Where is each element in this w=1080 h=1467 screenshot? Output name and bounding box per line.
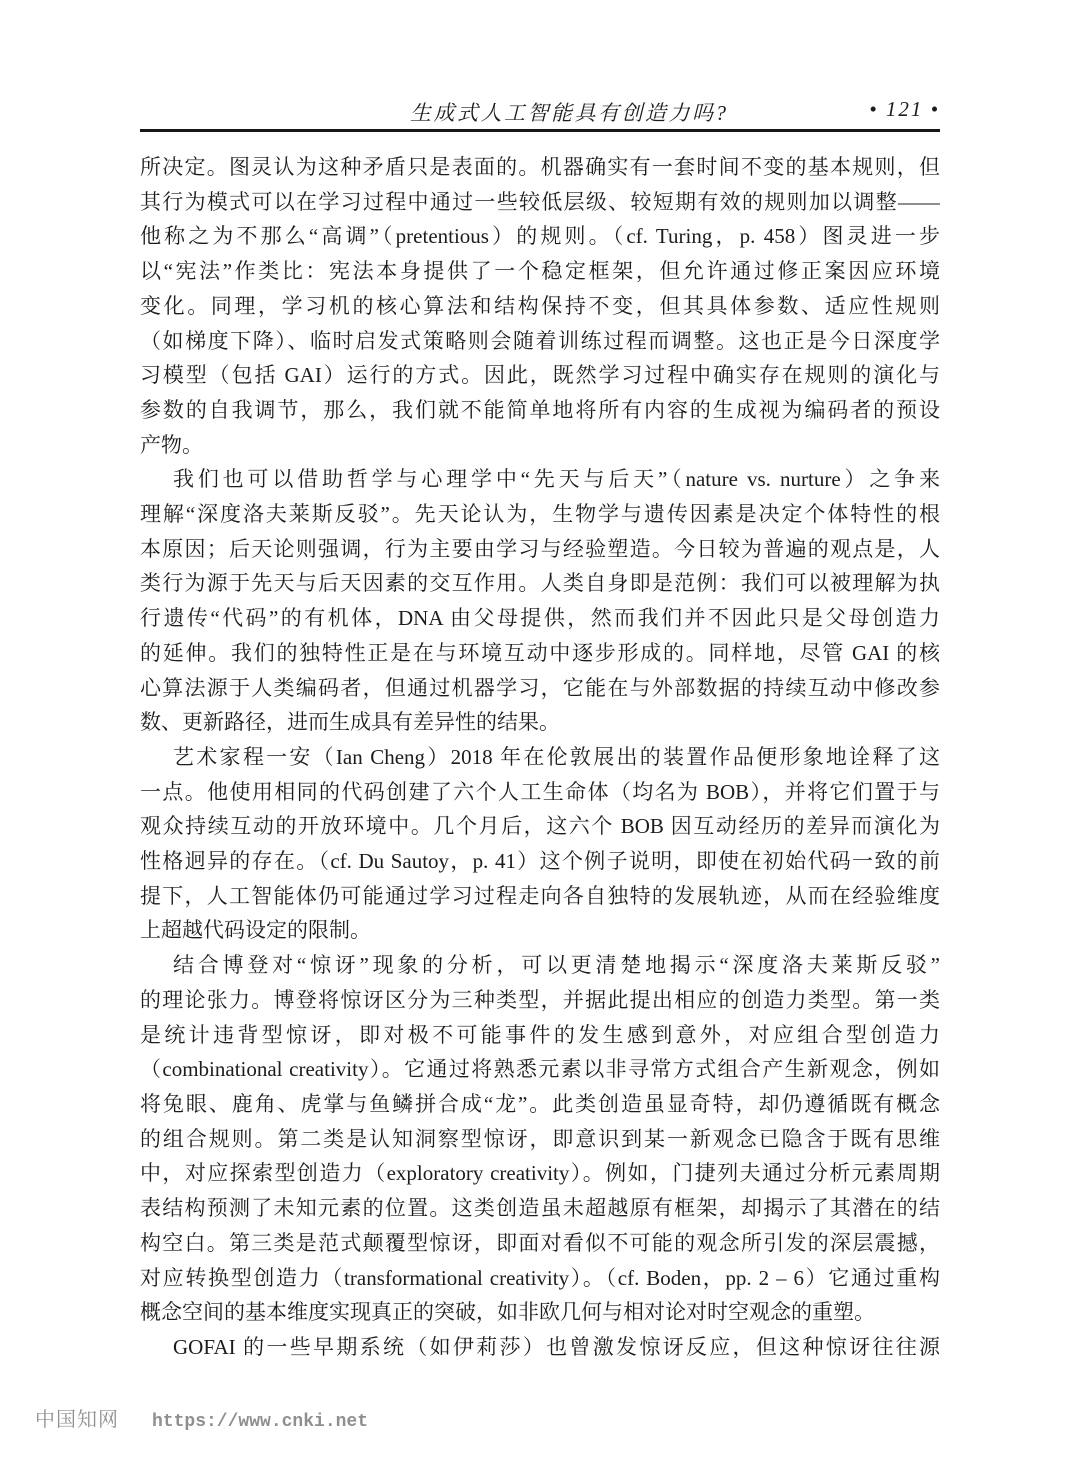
text-line: 表结构预测了未知元素的位置。这类创造虽未超越原有框架，却揭示了其潜在的结 bbox=[140, 1196, 940, 1221]
page-number: • 121 • bbox=[869, 97, 940, 121]
text-line: 结合博登对“惊讶”现象的分析，可以更清楚地揭示“深度洛夫莱斯反驳” bbox=[173, 953, 940, 978]
text-line: 性格迥异的存在。（cf. Du Sautoy，p. 41）这个例子说明，即使在初始代码一致的前 bbox=[140, 849, 940, 874]
text-line: 的延伸。我们的独特性正是在与环境互动中逐步形成的。同样地，尽管 GAI 的核 bbox=[140, 640, 940, 665]
text-line: 数、更新路径，进而生成具有差异性的结果。 bbox=[140, 710, 560, 735]
page-footer bbox=[35, 1403, 368, 1432]
text-line: 是统计违背型惊讶，即对极不可能事件的发生感到意外，对应组合型创造力 bbox=[140, 1022, 940, 1047]
text-line: 的理论张力。博登将惊讶区分为三种类型，并据此提出相应的创造力类型。第一类 bbox=[140, 987, 940, 1012]
paragraph-3 bbox=[140, 740, 940, 948]
paragraph-4 bbox=[140, 948, 940, 1330]
text-line: 参数的自我调节，那么，我们就不能简单地将所有内容的生成视为编码者的预设 bbox=[140, 397, 940, 422]
text-line: 理解“深度洛夫莱斯反驳”。先天论认为，生物学与遗传因素是决定个体特性的根 bbox=[140, 502, 940, 527]
text-line: 艺术家程一安（Ian Cheng）2018 年在伦敦展出的装置作品便形象地诠释了这 bbox=[173, 744, 940, 769]
text-line: 所决定。图灵认为这种矛盾只是表面的。机器确实有一套时间不变的基本规则，但 bbox=[140, 155, 940, 179]
cnki-watermark-text: 中国知网 bbox=[35, 1409, 119, 1431]
text-line: 变化。同理，学习机的核心算法和结构保持不变，但其具体参数、适应性规则 bbox=[140, 293, 940, 318]
text-line: 行遗传“代码”的有机体，DNA 由父母提供，然而我们并不因此只是父母创造力 bbox=[140, 606, 940, 631]
text-line: 一点。他使用相同的代码创建了六个人工生命体（均名为 BOB），并将它们置于与 bbox=[140, 779, 940, 804]
text-line: 对应转换型创造力（transformational creativity）。（cf. Boden，pp. 2 – 6）它通过重构 bbox=[140, 1265, 940, 1290]
text-line: 概念空间的基本维度实现真正的突破，如非欧几何与相对论对时空观念的重塑。 bbox=[140, 1300, 875, 1325]
text-line: 本原因；后天论则强调，行为主要由学习与经验塑造。今日较为普遍的观点是，人 bbox=[140, 536, 940, 561]
text-line: 构空白。第三类是范式颠覆型惊讶，即面对看似不可能的观念所引发的深层震撼， bbox=[140, 1230, 940, 1255]
text-line: 将兔眼、鹿角、虎掌与鱼鳞拼合成“龙”。此类创造虽显奇特，却仍遵循既有概念 bbox=[140, 1091, 940, 1116]
text-line: 他称之为不那么“高调”（pretentious）的规则。（cf. Turing，p. 458）图灵进一步 bbox=[140, 224, 940, 249]
paragraph-5 bbox=[140, 1330, 940, 1365]
paragraph-1 bbox=[140, 150, 940, 462]
text-line: 观众持续互动的开放环境中。几个月后，这六个 BOB 因互动经历的差异而演化为 bbox=[140, 814, 940, 839]
text-line: 其行为模式可以在学习过程中通过一些较低层级、较短期有效的规则加以调整—— bbox=[140, 189, 940, 214]
text-line: 以“宪法”作类比：宪法本身提供了一个稳定框架，但允许通过修正案因应环境 bbox=[140, 259, 940, 284]
paragraph-2 bbox=[140, 462, 940, 740]
text-line: （combinational creativity）。它通过将熟悉元素以非寻常方式组合产生新观念，例如 bbox=[140, 1057, 940, 1082]
text-line: 上超越代码设定的限制。 bbox=[140, 918, 371, 943]
text-line: 类行为源于先天与后天因素的交互作用。人类自身即是范例：我们可以被理解为执 bbox=[140, 571, 940, 596]
text-line: 我们也可以借助哲学与心理学中“先天与后天”（nature vs. nurture）之争来 bbox=[173, 467, 940, 492]
text-line: 中，对应探索型创造力（exploratory creativity）。例如，门捷列夫通过分析元素周期 bbox=[140, 1161, 940, 1186]
text-line: GOFAI 的一些早期系统（如伊莉莎）也曾激发惊讶反应，但这种惊讶往往源 bbox=[173, 1334, 940, 1359]
text-line: 产物。 bbox=[140, 432, 203, 457]
article-body bbox=[140, 150, 940, 1365]
text-line: （如梯度下降）、临时启发式策略则会随着训练过程而调整。这也正是今日深度学 bbox=[140, 328, 940, 353]
text-line: 心算法源于人类编码者，但通过机器学习，它能在与外部数据的持续互动中修改参 bbox=[140, 675, 940, 700]
text-line: 提下，人工智能体仍可能通过学习过程走向各自独特的发展轨迹，从而在经验维度 bbox=[140, 883, 940, 908]
cnki-watermark-url: https://www.cnki.net bbox=[152, 1412, 369, 1432]
header-rule bbox=[140, 129, 940, 132]
text-line: 习模型（包括 GAI）运行的方式。因此，既然学习过程中确实存在规则的演化与 bbox=[140, 363, 940, 388]
running-header-title: 生成式人工智能具有创造力吗? bbox=[410, 101, 729, 125]
text-line: 的组合规则。第二类是认知洞察型惊讶，即意识到某一新观念已隐含于既有思维 bbox=[140, 1126, 940, 1151]
